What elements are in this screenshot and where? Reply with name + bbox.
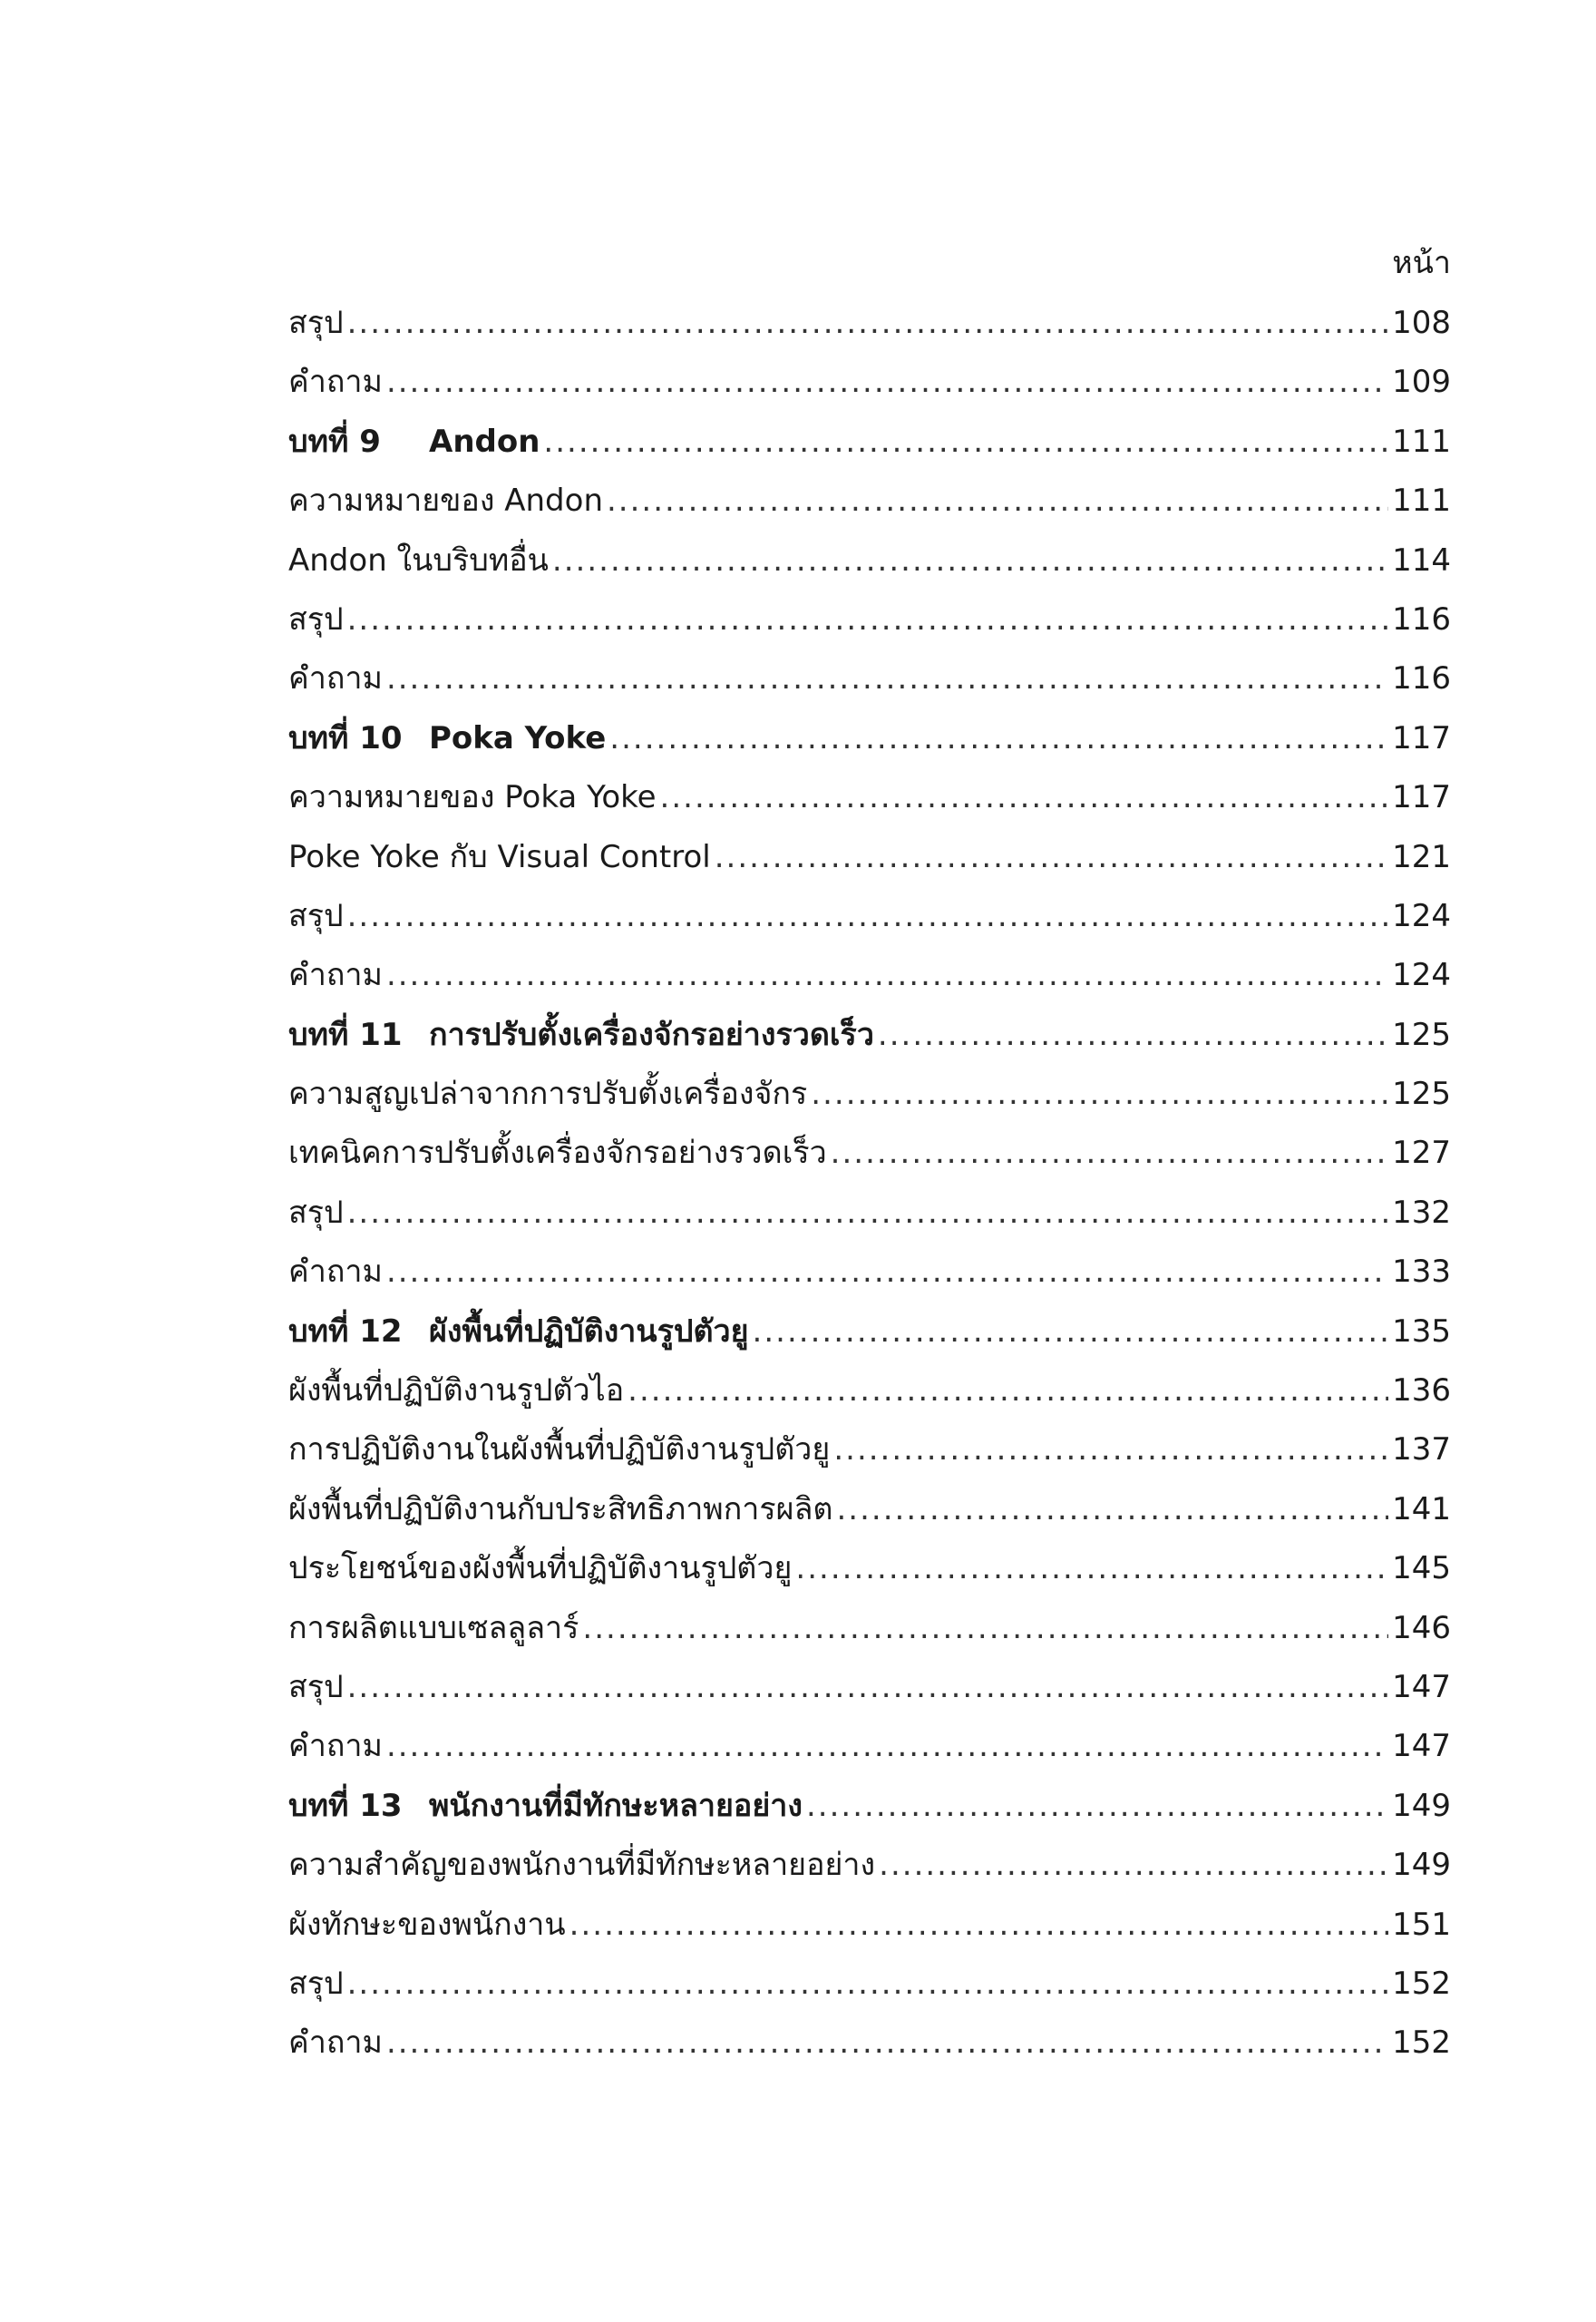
toc-entry bbox=[288, 1955, 1451, 2014]
entry-title: ความสำคัญของพนักงานที่มีทักษะหลายอย่าง bbox=[288, 1847, 876, 1884]
chapter-title: ผังพื้นที่ปฏิบัติงานรูปตัวยู bbox=[429, 1312, 749, 1350]
toc-entry bbox=[288, 1420, 1451, 1479]
dot-leader bbox=[386, 1717, 1388, 1776]
toc-entry bbox=[288, 1539, 1451, 1598]
page-number: 108 bbox=[1392, 305, 1451, 341]
page-number: 114 bbox=[1392, 541, 1451, 579]
dot-leader bbox=[715, 828, 1388, 887]
entry-title: คำถาม bbox=[288, 1254, 383, 1291]
page-number: 152 bbox=[1392, 2024, 1451, 2062]
toc-entry bbox=[288, 887, 1451, 946]
entry-title: การปฏิบัติงานในผังพื้นที่ปฏิบัติงานรูปตัวยู bbox=[288, 1431, 831, 1468]
page-number: 116 bbox=[1392, 660, 1451, 698]
chapter-title: พนักงานที่มีทักษะหลายอย่าง bbox=[429, 1787, 803, 1824]
page-number: 147 bbox=[1392, 1668, 1451, 1705]
entry-title: ผังพื้นที่ปฏิบัติงานกับประสิทธิภาพการผลิต bbox=[288, 1490, 833, 1527]
toc-entry bbox=[288, 532, 1451, 590]
dot-leader bbox=[753, 1302, 1389, 1361]
dot-leader bbox=[386, 649, 1388, 708]
dot-leader bbox=[386, 353, 1388, 412]
dot-leader bbox=[347, 294, 1388, 353]
dot-leader bbox=[831, 1124, 1388, 1183]
chapter-number: บทที่ 11 bbox=[288, 1016, 403, 1053]
dot-leader bbox=[836, 1480, 1388, 1539]
page-number: 117 bbox=[1392, 779, 1451, 816]
toc-chapter-heading bbox=[288, 1777, 1451, 1836]
entry-title: สรุป bbox=[288, 600, 344, 638]
toc-entry bbox=[288, 1599, 1451, 1658]
page-number: 121 bbox=[1392, 838, 1451, 875]
dot-leader bbox=[386, 946, 1388, 1005]
chapter-number: บทที่ 13 bbox=[288, 1787, 403, 1824]
page-number: 117 bbox=[1392, 719, 1451, 756]
page-number: 116 bbox=[1392, 600, 1451, 638]
entry-title: ความหมายของ Poka Yoke bbox=[288, 779, 657, 816]
toc-chapter-heading bbox=[288, 709, 1451, 768]
page-number: 152 bbox=[1392, 1965, 1451, 2002]
entry-title: สรุป bbox=[288, 305, 344, 341]
toc-entry bbox=[288, 1896, 1451, 1955]
toc-entry bbox=[288, 1658, 1451, 1717]
dot-leader bbox=[569, 1896, 1388, 1955]
chapter-number: บทที่ 10 bbox=[288, 719, 403, 756]
toc-entry bbox=[288, 353, 1451, 412]
toc-entry bbox=[288, 1717, 1451, 1776]
dot-leader bbox=[552, 532, 1388, 590]
dot-leader bbox=[347, 590, 1388, 649]
dot-leader bbox=[833, 1420, 1388, 1479]
toc-chapter-heading bbox=[288, 1006, 1451, 1065]
entry-title: ผังพื้นที่ปฏิบัติงานรูปตัวไอ bbox=[288, 1372, 625, 1410]
page-number: 149 bbox=[1392, 1847, 1451, 1884]
entry-title: เทคนิคการปรับตั้งเครื่องจักรอย่างรวดเร็ว bbox=[288, 1135, 827, 1172]
page-number: 149 bbox=[1392, 1787, 1451, 1824]
chapter-title: Andon bbox=[429, 423, 540, 460]
page-number: 151 bbox=[1392, 1906, 1451, 1943]
toc-entry bbox=[288, 472, 1451, 531]
dot-leader bbox=[879, 1836, 1388, 1895]
dot-leader bbox=[543, 413, 1388, 472]
dot-leader bbox=[811, 1065, 1388, 1124]
toc-chapter-heading bbox=[288, 1302, 1451, 1361]
entry-title: คำถาม bbox=[288, 2024, 383, 2062]
page-number: 127 bbox=[1392, 1135, 1451, 1172]
page-number: 111 bbox=[1392, 483, 1451, 520]
page-number: 133 bbox=[1392, 1254, 1451, 1291]
entry-title: สรุป bbox=[288, 1194, 344, 1231]
chapter-number: บทที่ 12 bbox=[288, 1312, 403, 1350]
entry-title: สรุป bbox=[288, 1668, 344, 1705]
page-number: 146 bbox=[1392, 1609, 1451, 1646]
toc-entry bbox=[288, 1065, 1451, 1124]
dot-leader bbox=[347, 1658, 1388, 1717]
page-number: 137 bbox=[1392, 1431, 1451, 1468]
toc-list bbox=[288, 294, 1451, 2073]
dot-leader bbox=[609, 709, 1388, 768]
page-number: 125 bbox=[1392, 1076, 1451, 1113]
page-number: 125 bbox=[1392, 1016, 1451, 1053]
dot-leader bbox=[347, 887, 1388, 946]
page-number: 124 bbox=[1392, 957, 1451, 994]
toc-entry bbox=[288, 1361, 1451, 1420]
toc-entry bbox=[288, 1124, 1451, 1183]
page-number: 147 bbox=[1392, 1728, 1451, 1765]
toc-entry bbox=[288, 946, 1451, 1005]
page-number: 111 bbox=[1392, 423, 1451, 460]
toc-chapter-heading bbox=[288, 413, 1451, 472]
entry-title: Andon ในบริบทอื่น bbox=[288, 541, 549, 579]
chapter-number: บทที่ 9 bbox=[288, 423, 381, 460]
dot-leader bbox=[347, 1184, 1388, 1243]
dot-leader bbox=[806, 1777, 1388, 1836]
toc-entry bbox=[288, 649, 1451, 708]
entry-title: การผลิตแบบเซลลูลาร์ bbox=[288, 1609, 579, 1646]
toc-entry bbox=[288, 768, 1451, 827]
page-number: 132 bbox=[1392, 1194, 1451, 1231]
entry-title: ความหมายของ Andon bbox=[288, 483, 603, 520]
entry-title: ความสูญเปล่าจากการปรับตั้งเครื่องจักร bbox=[288, 1076, 808, 1113]
page-number: 145 bbox=[1392, 1550, 1451, 1587]
toc-entry bbox=[288, 294, 1451, 353]
dot-leader bbox=[386, 1243, 1388, 1302]
entry-title: ประโยชน์ของผังพื้นที่ปฏิบัติงานรูปตัวยู bbox=[288, 1550, 793, 1587]
entry-title: Poke Yoke กับ Visual Control bbox=[288, 838, 711, 875]
page-number: 136 bbox=[1392, 1372, 1451, 1410]
dot-leader bbox=[878, 1006, 1388, 1065]
dot-leader bbox=[607, 472, 1388, 531]
dot-leader bbox=[628, 1361, 1388, 1420]
dot-leader bbox=[795, 1539, 1388, 1598]
page-number: 141 bbox=[1392, 1490, 1451, 1527]
page-number: 109 bbox=[1392, 364, 1451, 401]
dot-leader bbox=[660, 768, 1389, 827]
entry-title: สรุป bbox=[288, 897, 344, 934]
toc-entry bbox=[288, 828, 1451, 887]
entry-title: คำถาม bbox=[288, 957, 383, 994]
dot-leader bbox=[347, 1955, 1388, 2014]
toc-entry bbox=[288, 1480, 1451, 1539]
entry-title: สรุป bbox=[288, 1965, 344, 2002]
entry-title: คำถาม bbox=[288, 660, 383, 698]
dot-leader bbox=[582, 1599, 1388, 1658]
toc-entry bbox=[288, 1184, 1451, 1243]
entry-title: คำถาม bbox=[288, 1728, 383, 1765]
toc-entry bbox=[288, 590, 1451, 649]
entry-title: คำถาม bbox=[288, 364, 383, 401]
dot-leader bbox=[386, 2014, 1388, 2073]
toc-entry bbox=[288, 2014, 1451, 2073]
toc-entry bbox=[288, 1243, 1451, 1302]
entry-title: ผังทักษะของพนักงาน bbox=[288, 1906, 566, 1943]
page-column-label: หน้า bbox=[1392, 245, 1451, 281]
chapter-title: Poka Yoke bbox=[429, 719, 607, 756]
toc-entry bbox=[288, 1836, 1451, 1895]
page-number: 135 bbox=[1392, 1312, 1451, 1350]
page-number: 124 bbox=[1392, 897, 1451, 934]
chapter-title: การปรับตั้งเครื่องจักรอย่างรวดเร็ว bbox=[429, 1016, 874, 1053]
